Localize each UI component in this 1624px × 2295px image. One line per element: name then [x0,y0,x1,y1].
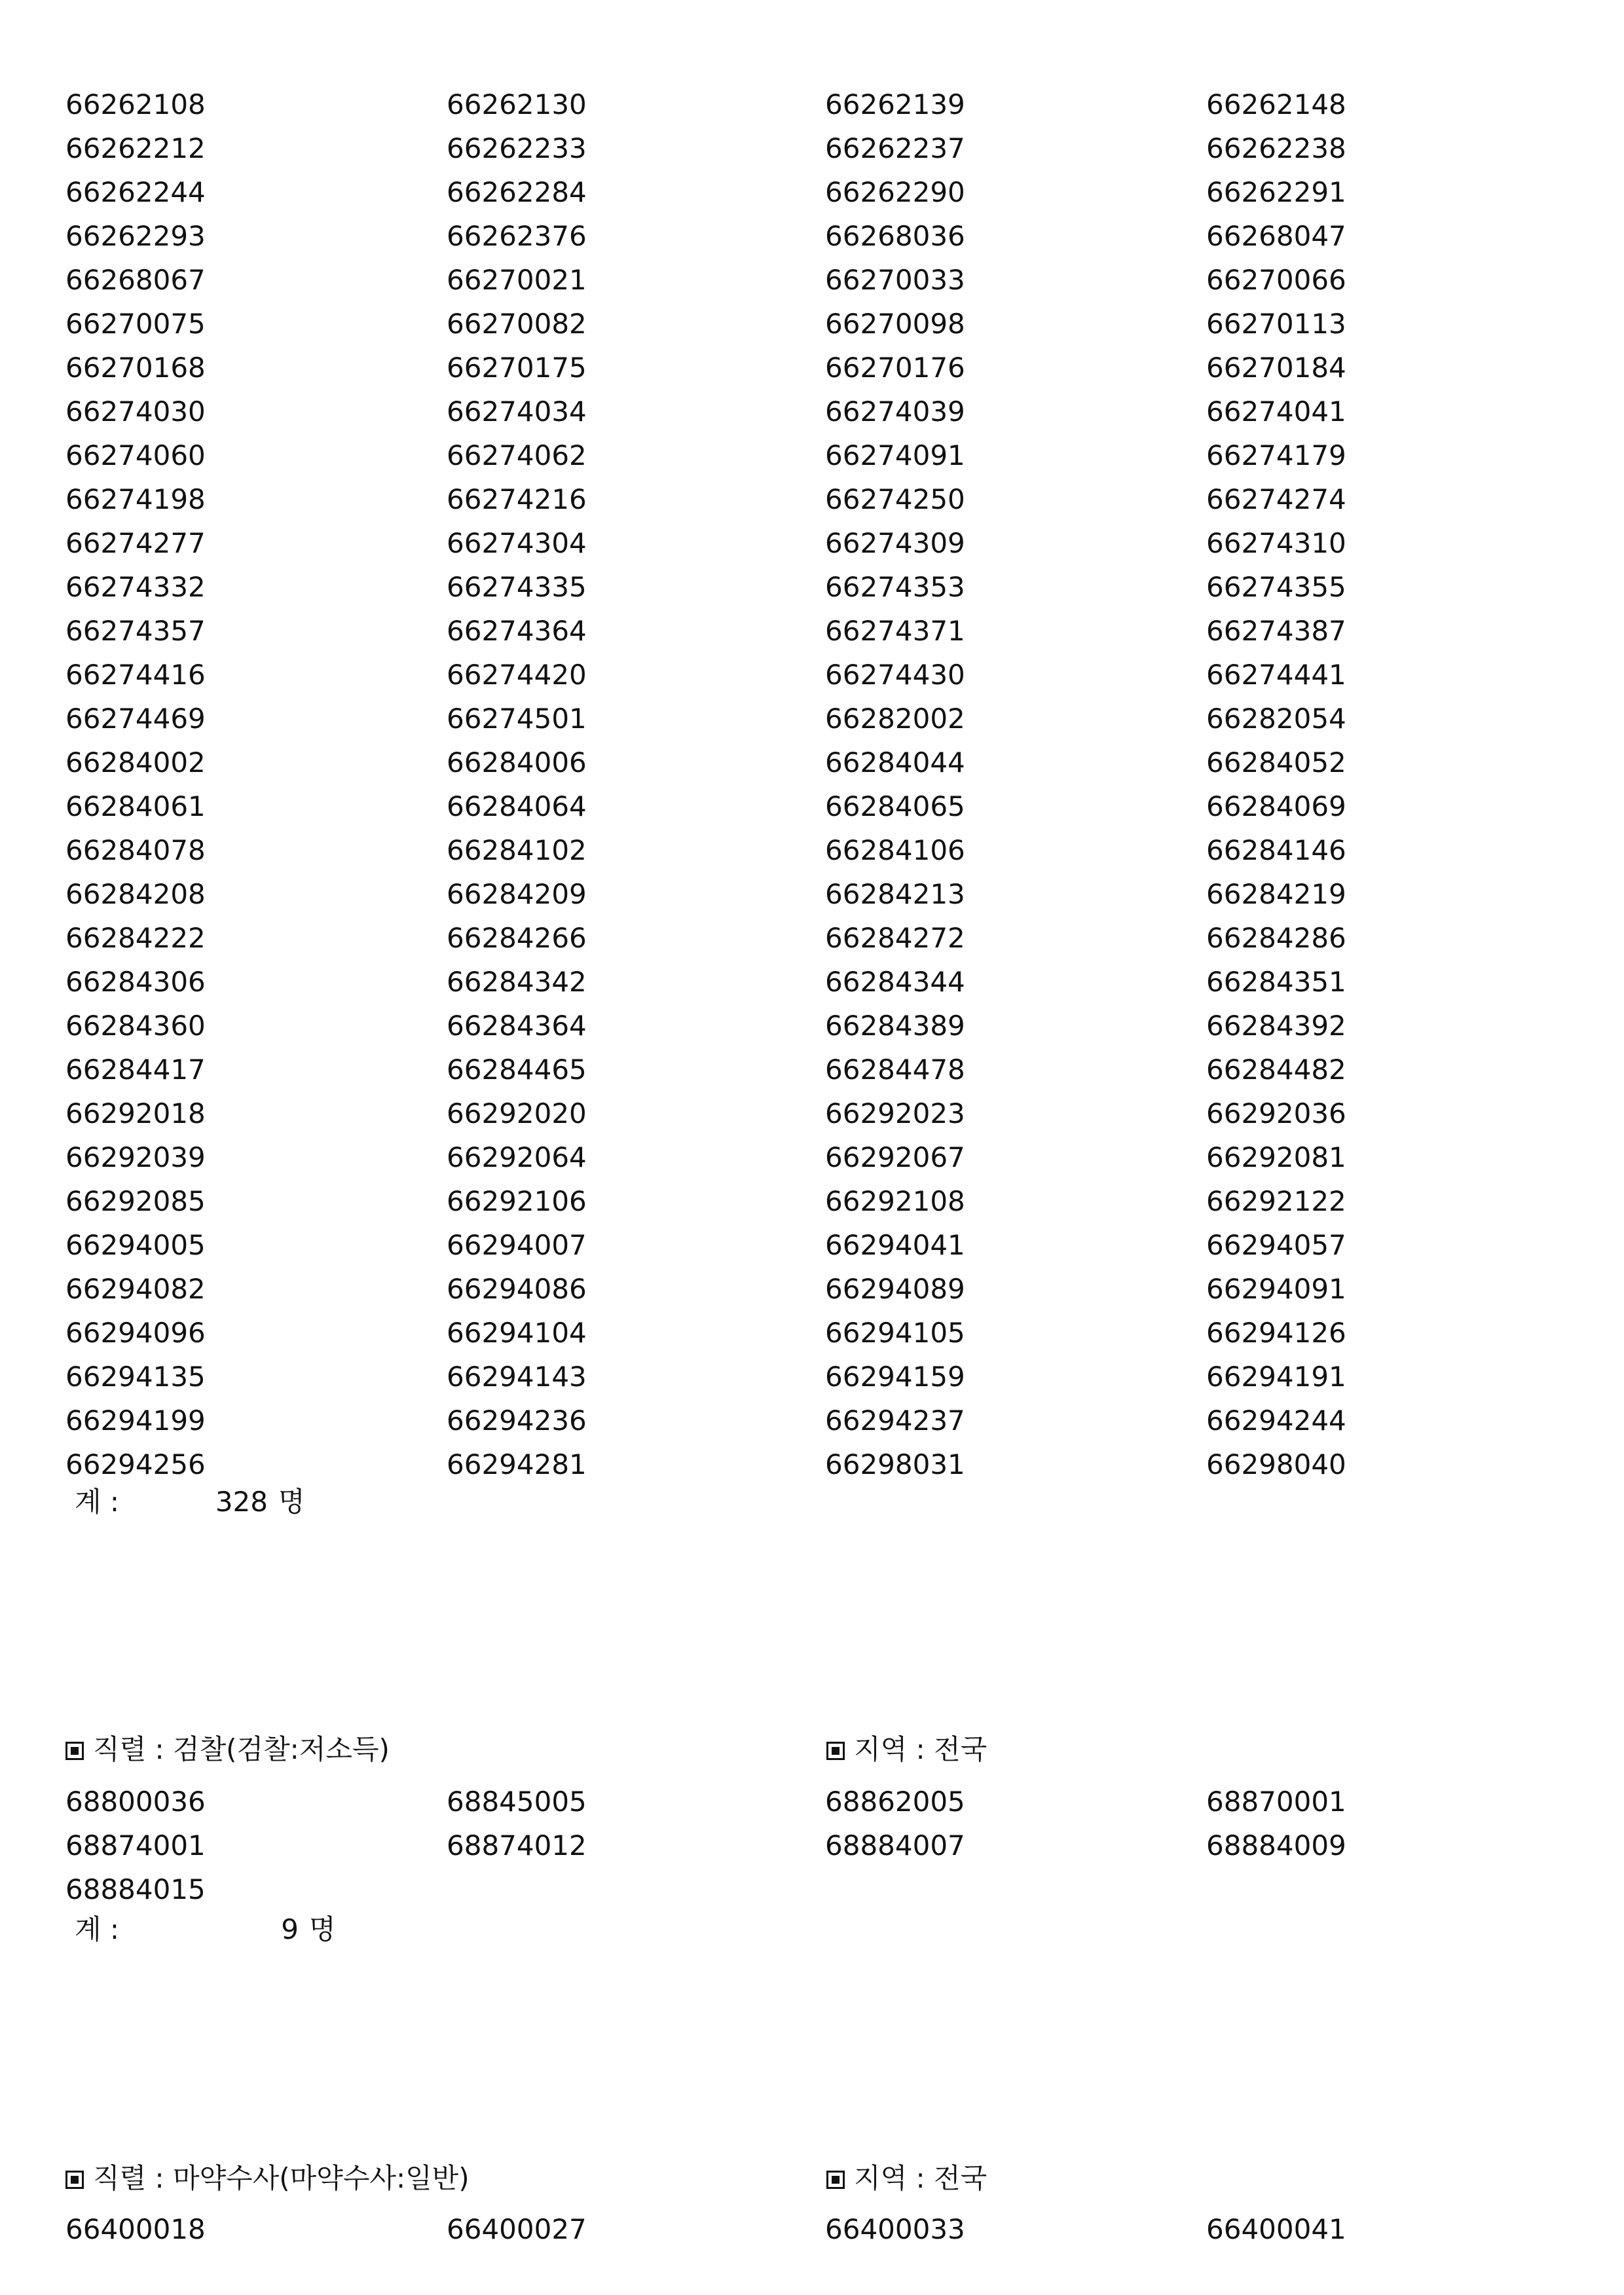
id-cell: 66274332 [65,571,206,603]
id-cell: 66284064 [447,790,587,822]
id-cell: 66274060 [65,439,206,471]
id-cell: 66274355 [1206,571,1346,603]
id-cell: 68874012 [447,1829,587,1862]
id-cell: 66292106 [447,1185,587,1217]
id-cell: 66284344 [825,966,965,998]
id-cell: 66284482 [1206,1054,1346,1086]
id-cell: 66262233 [447,132,587,164]
id-cell: 66268067 [65,264,206,296]
section2-region-header [826,1727,987,1771]
section1-total-count: 328 [215,1486,268,1518]
id-cell: 66294089 [825,1273,965,1305]
section2-total-unit: 명 [309,1913,336,1945]
section3-region-header [826,2156,987,2200]
id-cell: 68800036 [65,1786,206,1818]
id-cell: 66292064 [447,1141,587,1173]
id-cell: 66294143 [447,1361,587,1393]
id-cell: 66274216 [447,483,587,515]
id-cell: 66270176 [825,352,965,384]
id-cell: 66274310 [1206,527,1346,559]
id-cell: 66270098 [825,308,965,340]
id-cell: 66284266 [447,922,587,954]
id-cell: 66262244 [65,176,206,208]
section1-id-grid [65,83,1585,1486]
id-cell: 66274030 [65,395,206,428]
id-cell: 66294096 [65,1317,206,1349]
id-cell: 66284364 [447,1010,587,1042]
id-cell: 66284342 [447,966,587,998]
id-cell: 66294191 [1206,1361,1346,1393]
id-cell: 66294005 [65,1229,206,1261]
id-cell: 66284478 [825,1054,965,1086]
id-cell: 66262139 [825,88,965,120]
id-cell: 66274371 [825,615,965,647]
id-cell: 68884009 [1206,1829,1346,1862]
id-cell: 66274357 [65,615,206,647]
id-cell: 66262291 [1206,176,1346,208]
id-cell: 66274304 [447,527,587,559]
id-cell: 66262376 [447,220,587,252]
id-cell: 66270082 [447,308,587,340]
id-cell: 66400027 [447,2213,587,2245]
id-cell: 66270168 [65,352,206,384]
id-cell: 66284417 [65,1054,206,1086]
id-cell: 66294104 [447,1317,587,1349]
id-cell: 66284078 [65,834,206,866]
id-cell: 66268036 [825,220,965,252]
id-cell: 66284306 [65,966,206,998]
id-cell: 66274469 [65,703,206,735]
id-cell: 66284002 [65,746,206,779]
section1-total-unit: 명 [278,1486,305,1518]
id-cell: 66274250 [825,483,965,515]
id-cell: 66294126 [1206,1317,1346,1349]
id-cell: 66284219 [1206,878,1346,910]
id-cell: 66294086 [447,1273,587,1305]
id-cell: 66284146 [1206,834,1346,866]
id-cell: 66292067 [825,1141,965,1173]
id-cell: 68862005 [825,1786,965,1818]
id-cell: 66274335 [447,571,587,603]
id-cell: 66292085 [65,1185,206,1217]
id-cell: 66292122 [1206,1185,1346,1217]
section1-total-label: 계 : [75,1486,120,1518]
id-cell: 66294135 [65,1361,206,1393]
filled-square-icon [826,2171,845,2189]
id-cell: 66284102 [447,834,587,866]
id-cell: 66270075 [65,308,206,340]
id-cell: 66274501 [447,703,587,735]
id-cell: 66294082 [65,1273,206,1305]
id-cell: 66274198 [65,483,206,515]
id-cell: 66284465 [447,1054,587,1086]
filled-square-icon [65,1742,84,1760]
id-cell: 66298040 [1206,1448,1346,1480]
id-cell: 66284213 [825,878,965,910]
id-cell: 66274277 [65,527,206,559]
id-cell: 66282054 [1206,703,1346,735]
id-cell: 66274441 [1206,659,1346,691]
id-cell: 66284044 [825,746,965,779]
id-cell: 66262238 [1206,132,1346,164]
id-cell: 66294159 [825,1361,965,1393]
id-cell: 68874001 [65,1829,206,1862]
id-cell: 66262284 [447,176,587,208]
id-cell: 66262212 [65,132,206,164]
id-cell: 66274353 [825,571,965,603]
id-cell: 66274309 [825,527,965,559]
section2-total-count: 9 [281,1913,299,1945]
id-cell: 66284106 [825,834,965,866]
id-cell: 66284209 [447,878,587,910]
id-cell: 66284006 [447,746,587,779]
id-cell: 66294236 [447,1405,587,1437]
section2-job-header [65,1727,390,1771]
id-cell: 66294007 [447,1229,587,1261]
section2-job-label: 직렬 : 검찰(검찰:저소득) [93,1733,390,1765]
id-cell: 66284069 [1206,790,1346,822]
id-cell: 66268047 [1206,220,1346,252]
id-cell: 66284392 [1206,1010,1346,1042]
id-cell: 66298031 [825,1448,965,1480]
id-cell: 66292020 [447,1097,587,1129]
id-cell: 66294041 [825,1229,965,1261]
section2-region-label: 지역 : 전국 [854,1733,987,1765]
section1-total [75,1480,305,1524]
id-cell: 66284222 [65,922,206,954]
id-cell: 66274364 [447,615,587,647]
id-cell: 66274062 [447,439,587,471]
id-cell: 66274041 [1206,395,1346,428]
id-cell: 66294199 [65,1405,206,1437]
section3-id-grid [65,2207,1585,2251]
id-cell: 66270066 [1206,264,1346,296]
id-cell: 66284061 [65,790,206,822]
id-cell: 66274387 [1206,615,1346,647]
id-cell: 66274274 [1206,483,1346,515]
id-cell: 66282002 [825,703,965,735]
id-cell: 66292108 [825,1185,965,1217]
id-cell: 66270175 [447,352,587,384]
id-cell: 66270113 [1206,308,1346,340]
section2-total [75,1907,336,1951]
id-cell: 66294237 [825,1405,965,1437]
id-cell: 66270033 [825,264,965,296]
id-cell: 66262290 [825,176,965,208]
section2-total-label: 계 : [75,1913,120,1945]
id-cell: 66292023 [825,1097,965,1129]
section2-id-grid [65,1780,1585,1911]
id-cell: 68884007 [825,1829,965,1862]
id-cell: 66274091 [825,439,965,471]
id-cell: 66274034 [447,395,587,428]
id-cell: 66262148 [1206,88,1346,120]
id-cell: 66292039 [65,1141,206,1173]
id-cell: 66292018 [65,1097,206,1129]
section3-job-header [65,2156,470,2200]
section3-job-label: 직렬 : 마약수사(마약수사:일반) [93,2162,470,2194]
id-cell: 66294244 [1206,1405,1346,1437]
id-cell: 66284208 [65,878,206,910]
id-cell: 68884015 [65,1873,206,1905]
id-cell: 66284272 [825,922,965,954]
id-cell: 66284052 [1206,746,1346,779]
id-cell: 66292081 [1206,1141,1346,1173]
id-cell: 66292036 [1206,1097,1346,1129]
filled-square-icon [65,2171,84,2189]
id-cell: 66284286 [1206,922,1346,954]
id-cell: 66274416 [65,659,206,691]
id-cell: 66262237 [825,132,965,164]
id-cell: 68870001 [1206,1786,1346,1818]
id-cell: 66284360 [65,1010,206,1042]
id-cell: 66294105 [825,1317,965,1349]
section3-region-label: 지역 : 전국 [854,2162,987,2194]
id-cell: 66262108 [65,88,206,120]
id-cell: 66294091 [1206,1273,1346,1305]
id-cell: 66284065 [825,790,965,822]
id-cell: 66274039 [825,395,965,428]
id-cell: 66274430 [825,659,965,691]
filled-square-icon [826,1742,845,1760]
id-cell: 66274179 [1206,439,1346,471]
id-cell: 66400018 [65,2213,206,2245]
id-cell: 68845005 [447,1786,587,1818]
id-cell: 66400033 [825,2213,965,2245]
id-cell: 66400041 [1206,2213,1346,2245]
id-cell: 66262293 [65,220,206,252]
id-cell: 66284389 [825,1010,965,1042]
id-cell: 66270021 [447,264,587,296]
id-cell: 66270184 [1206,352,1346,384]
id-cell: 66294256 [65,1448,206,1480]
id-cell: 66274420 [447,659,587,691]
id-cell: 66294281 [447,1448,587,1480]
id-cell: 66262130 [447,88,587,120]
id-cell: 66284351 [1206,966,1346,998]
id-cell: 66294057 [1206,1229,1346,1261]
